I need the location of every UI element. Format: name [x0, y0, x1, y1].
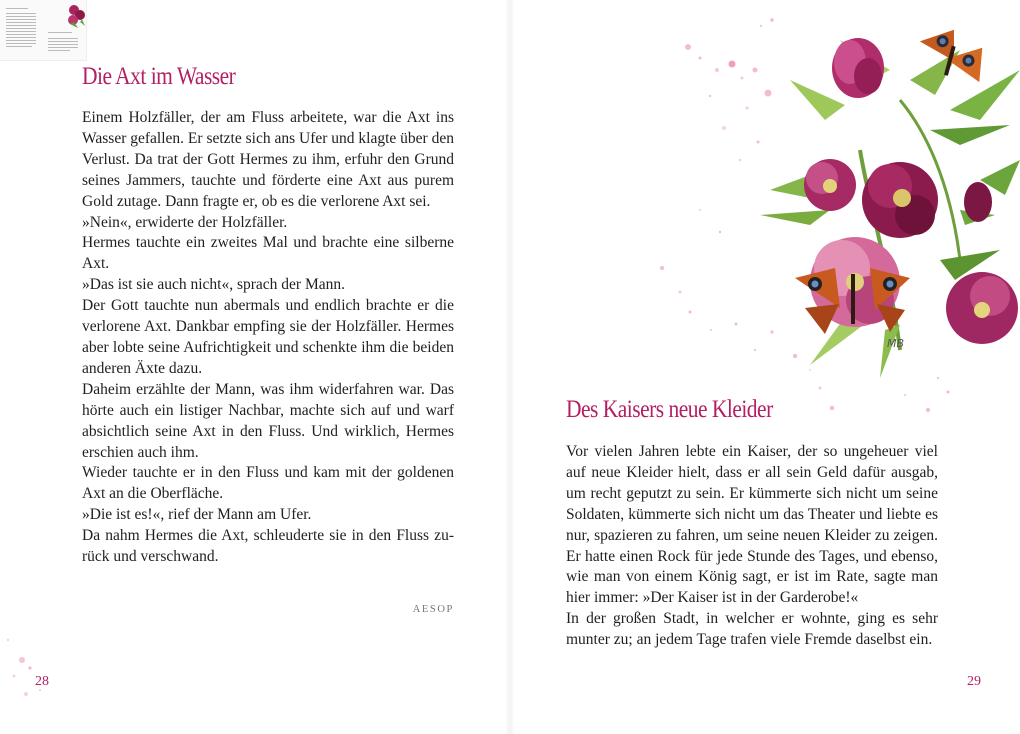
hellebore-flowers-butterflies-icon: [750, 10, 1020, 380]
story-title-kaiser: Des Kaisers neue Kleider: [566, 396, 773, 423]
page-number-right: 29: [967, 674, 981, 689]
story-title-axt: Die Axt im Wasser: [82, 63, 236, 90]
illustrator-monogram: MB: [887, 337, 905, 350]
paragraph: »Die ist es!«, rief der Mann am Ufer.: [82, 506, 312, 524]
paragraph: Einem Holzfäller, der am Fluss arbeitete, war die Axt ins Wasser gefallen. Er setzte sich ans Ufer und klagte über den Verlust. Da trat der Gott Hermes zu ihm, erfuhr den Grund seines Jammers, tauchte und förderte eine Axt aus purem Gold zutage. Dann fragte er, ob es die verlorene Axt sei.: [82, 109, 454, 210]
paragraph: Da nahm Hermes die Axt, schleuderte sie in den Fluss zurück und verschwand.: [82, 527, 454, 566]
paragraph: »Das ist sie auch nicht«, sprach der Mann.: [82, 276, 346, 294]
book-gutter: [505, 0, 515, 734]
page-number-left: 28: [35, 674, 49, 689]
paragraph: Vor vielen Jahren lebte ein Kaiser, der so ungeheuer viel auf neue Kleider hielt, dass er all sein Geld dafür ausgab, um recht geputzt zu sein. Er kümmerte sich nicht um seine Soldaten, kümmerte sich nicht um das Theater und liebte es nur, spazieren zu fahren, um seine neuen Kleider zu zeigen. Er hatte einen Rock für jede Stunde des Tages, und ebenso, wie man von einem König sagt, er ist im Rate, sagte man hier immer: »Der Kaiser ist in der Garderobe!«: [566, 443, 938, 607]
paragraph: Daheim erzählte der Mann, was ihm widerfahren war. Das hörte auch ein listiger Nachbar, machte sich auf und warf absichtlich seine Axt in den Fluss. Und wirklich, Hermes erschien auch ihm.: [82, 380, 454, 461]
right-page: [510, 0, 1020, 734]
paragraph: Hermes tauchte ein zweites Mal und brachte eine silberne Axt.: [82, 234, 454, 273]
paragraph: Wieder tauchte er in den Fluss und kam mit der goldenen Axt an die Oberfläche.: [82, 464, 454, 503]
story-text-axt: [82, 108, 454, 568]
decorative-dots: [0, 0, 80, 734]
paragraph: »Nein«, erwiderte der Holzfäller.: [82, 213, 288, 231]
author-credit: AESOP: [412, 604, 454, 615]
story-text-kaiser: [566, 442, 938, 651]
paragraph: Der Gott tauchte nun abermals und endlich brachte er die verlorene Axt. Dankbar empfing sie der Holzfäller. Hermes aber lobte seine Aufrichtigkeit und schenkte ihm die beiden anderen Äxte dazu.: [82, 297, 454, 377]
paragraph: In der großen Stadt, in welcher er wohnte, ging es sehr munter zu; an jedem Tage trafen viele Fremde daselbst ein.: [566, 610, 938, 649]
